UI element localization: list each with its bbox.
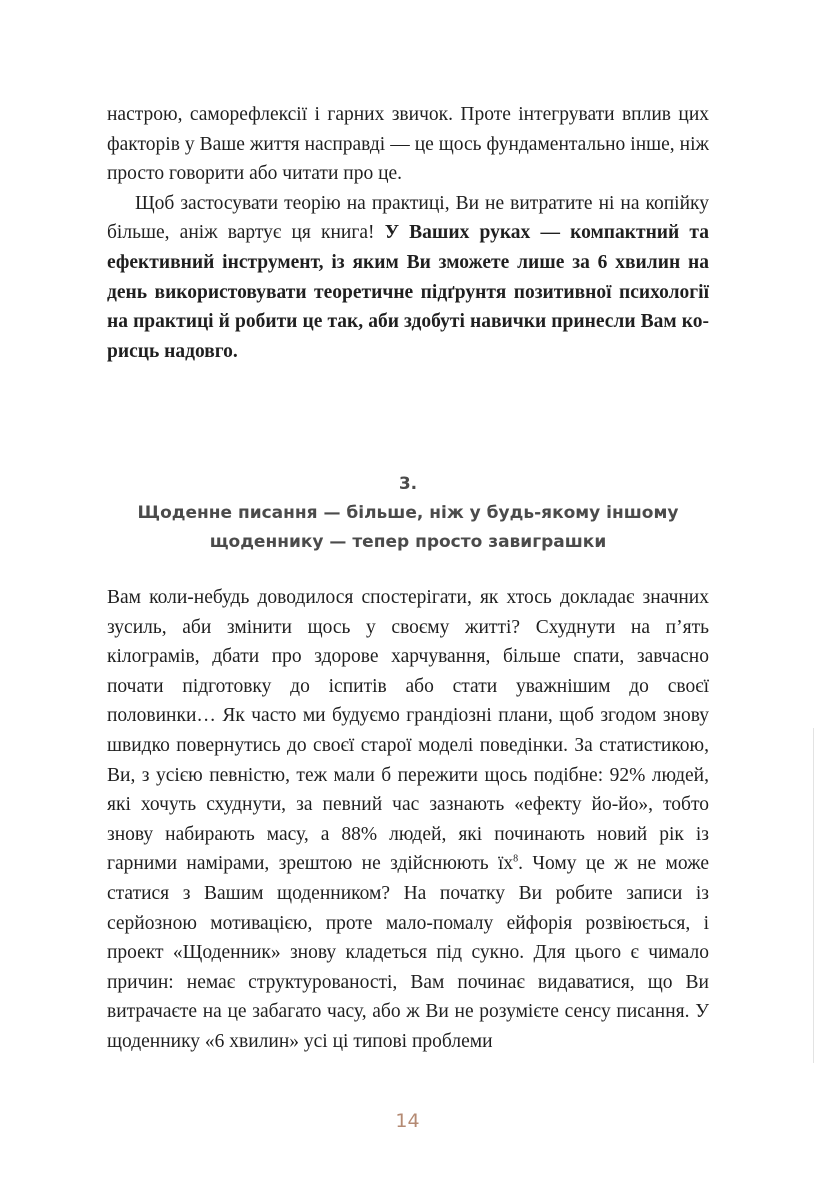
body-text-section	[107, 583, 709, 1057]
section-title-line-2: щоденнику — тепер просто завиграшки	[209, 532, 607, 552]
section-title-line-1: Щоденне писання — більше, ніж у будь-якому іншому	[137, 503, 679, 523]
paragraph-3-part-2: . Чому це ж не може статися з Вашим щоденником? На початку Ви робите записи із серйозною мотивацією, проте мало-помалу ейфорія розвіюється, і проект «Щоденник» знову кладеться під сукно. Для цього є чимало причин: немає структурованості, Вам починає видаватися, що Ви витрачаєте на це забагато часу, або ж Ви не розумієте сенсу писання. У щоденнику «6 хвилин» усі ці типові проблеми	[107, 853, 709, 1052]
footnote-ref: 8	[513, 853, 519, 865]
paragraph-2-bold: У Ваших руках — компактний та ефективний інструмент, із яким Ви зможете лише за 6 хвилин на день використовувати теоретичне підґрунтя позитивної психології на практиці й робити це так, аби здобуті навички принесли Вам корисць надовго.	[107, 222, 709, 362]
paragraph-1: настрою, саморефлексії і гарних звичок. Проте інтегрувати вплив цих факторів у Ваше життя насправді — це щось фундаментально інше, ніж просто говорити або читати про це.	[107, 104, 709, 185]
paragraph-2	[107, 189, 709, 367]
body-text-top	[107, 100, 709, 366]
page-edge-divider	[813, 728, 814, 1063]
paragraph-2-normal: Щоб застосувати теорію на практиці, Ви не витратите ні на копійку більше, аніж вартує ця книга!	[107, 192, 709, 244]
section-number: 3.	[398, 474, 418, 494]
section-heading	[107, 470, 709, 557]
paragraph-3-part-1: Вам коли-небудь доводилося спостерігати, як хтось докладає значних зусиль, аби змінити щось у своєму житті? Схуднути на п’ять кілограмів, дбати про здорове харчування, більше спати, завчасно почати підготовку до іспитів або стати уважнішим до своєї половинки… Як часто ми будуємо грандіозні плани, щоб згодом знову швидко повернутись до своєї старої моделі поведінки. За статистикою, Ви, з усією певністю, теж мали б пережити щось подібне: 92% людей, які хочуть схуднути, за певний час зазнають «ефекту йо-йо», тобто знову набирають масу, а 88% людей, які починають новий рік із гарними намірами, зрештою не здійснюють їх	[107, 587, 709, 875]
page-number: 14	[395, 1110, 420, 1132]
paragraph-3	[107, 583, 709, 1057]
